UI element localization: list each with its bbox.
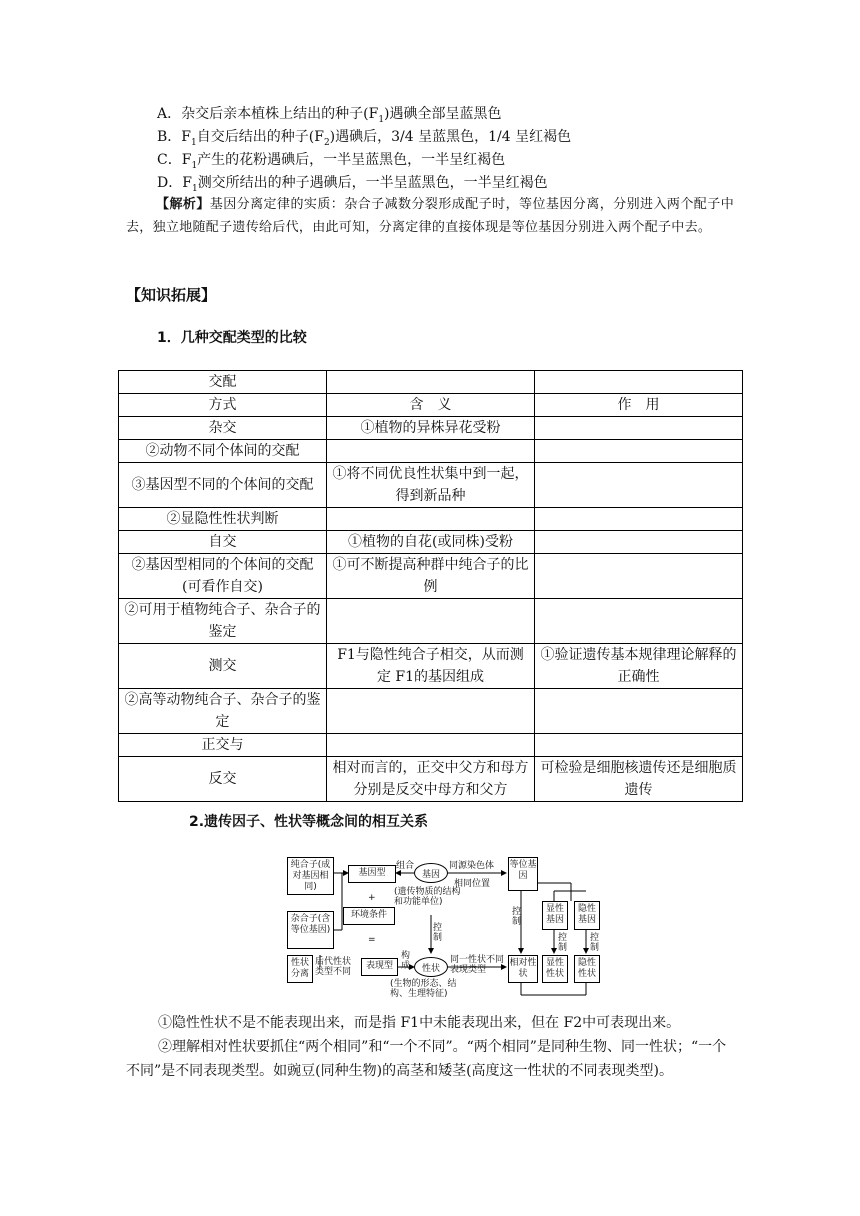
gene-definition-note: (遗传物质的结构和功能单位) bbox=[394, 887, 461, 907]
heterozygote-box: 杂合子(含等位基因) bbox=[287, 911, 334, 949]
table-cell bbox=[535, 554, 743, 599]
homozygote-box: 纯合子(成对基因相同) bbox=[287, 857, 334, 895]
table-cell: ③基因型不同的个体间的交配 bbox=[119, 463, 327, 508]
table-row bbox=[119, 644, 743, 689]
table-cell bbox=[535, 734, 743, 757]
table-cell: 反交 bbox=[119, 757, 327, 802]
table-cell: ②高等动物纯合子、杂合子的鉴定 bbox=[119, 689, 327, 734]
genotype-box: 基因型 bbox=[348, 865, 396, 883]
mating-comparison-table bbox=[118, 370, 743, 802]
relative-trait-box: 相对性状 bbox=[508, 955, 538, 983]
table-cell bbox=[327, 440, 535, 463]
table-cell: ②动物不同个体间的交配 bbox=[119, 440, 327, 463]
recessive-gene-box: 隐性基因 bbox=[574, 901, 600, 930]
constitute-label: 构成 bbox=[401, 951, 411, 971]
same-chromosome-label: 同源染色体 bbox=[449, 861, 495, 871]
table-row bbox=[119, 531, 743, 554]
dominant-gene-box: 显性基因 bbox=[542, 901, 568, 930]
table-cell bbox=[535, 440, 743, 463]
control-label-center: 控制 bbox=[433, 923, 443, 943]
table-cell: 相对而言的，正交中父方和母方分别是反交中母方和父方 bbox=[327, 757, 535, 802]
table-row bbox=[119, 734, 743, 757]
table-cell bbox=[535, 599, 743, 644]
control-label-allele: 控制 bbox=[512, 907, 522, 927]
table-cell bbox=[535, 371, 743, 394]
option-d: D．$F_1$测交所结出的种子遇碘后，一半呈蓝黑色，一半呈红褐色 bbox=[157, 175, 548, 194]
table-cell bbox=[327, 508, 535, 531]
analysis-paragraph: 【解析】基因分离定律的实质：杂合子减数分裂形成配子时，等位基因分离，分别进入两个配子中去，独立地随配子遗传给后代，由此可知，分离定律的直接体现是等位基因分别进入两个配子中去。 bbox=[126, 197, 734, 235]
same-trait-label: 同一性状不同表现类型 bbox=[450, 955, 505, 975]
table-row bbox=[119, 440, 743, 463]
table-row bbox=[119, 371, 743, 394]
table-cell: 可检验是细胞核遗传还是细胞质遗传 bbox=[535, 757, 743, 802]
table-cell bbox=[535, 417, 743, 440]
table-cell: 交配 bbox=[119, 371, 327, 394]
table-cell: ①将不同优良性状集中到一起，得到新品种 bbox=[327, 463, 535, 508]
section-title: 【知识拓展】 bbox=[126, 286, 217, 304]
trait-ellipse: 性状 bbox=[414, 957, 448, 977]
table-cell: 自交 bbox=[119, 531, 327, 554]
table-cell bbox=[327, 371, 535, 394]
concept-relation-diagram bbox=[286, 855, 606, 1007]
combine-label: 组合 bbox=[396, 861, 415, 871]
table-row bbox=[119, 757, 743, 802]
note-2: ②理解相对性状要抓住“两个相同”和“一个不同”。“两个相同”是同种生物、同一性状；“一个不同”是不同表现类型。如豌豆(同种生物)的高茎和矮茎(高度这一性状的不同表现类型)。 bbox=[126, 1039, 727, 1079]
table-cell: 正交与 bbox=[119, 734, 327, 757]
table-cell: ②可用于植物纯合子、杂合子的鉴定 bbox=[119, 599, 327, 644]
allele-box: 等位基因 bbox=[508, 857, 538, 891]
table-cell: 测交 bbox=[119, 644, 327, 689]
equals-sign: = bbox=[368, 935, 376, 945]
trait-segregation-box: 性状分离 bbox=[287, 955, 313, 983]
subheading-2: 2.遗传因子、性状等概念间的相互关系 bbox=[189, 814, 429, 830]
plus-sign: + bbox=[368, 893, 376, 903]
trait-definition-note: (生物的形态、结构、生理特征) bbox=[390, 979, 457, 999]
subheading-1: 1．几种交配类型的比较 bbox=[157, 330, 307, 346]
dominant-trait-box: 显性性状 bbox=[542, 955, 568, 983]
table-cell bbox=[327, 689, 535, 734]
option-c: C．$F_1$产生的花粉遇碘后，一半呈蓝黑色，一半呈红褐色 bbox=[157, 152, 506, 171]
table-cell: ①植物的异株异花受粉 bbox=[327, 417, 535, 440]
table-cell: F1与隐性纯合子相交，从而测定 F1的基因组成 bbox=[327, 644, 535, 689]
table-cell bbox=[535, 463, 743, 508]
table-cell bbox=[327, 734, 535, 757]
table-cell: 方式 bbox=[119, 394, 327, 417]
table-row bbox=[119, 508, 743, 531]
table-cell: ①验证遗传基本规律理论解释的正确性 bbox=[535, 644, 743, 689]
option-a: A．杂交后亲本植株上结出的种子$(F_1)$遇碘全部呈蓝黑色 bbox=[157, 106, 502, 125]
table-cell: 作 用 bbox=[535, 394, 743, 417]
table-row bbox=[119, 554, 743, 599]
table-row bbox=[119, 689, 743, 734]
note-1: ①隐性性状不是不能表现出来，而是指 F1中未能表现出来，但在 F2中可表现出来。 bbox=[158, 1015, 681, 1031]
table-row bbox=[119, 394, 743, 417]
table-cell: 含 义 bbox=[327, 394, 535, 417]
table-cell bbox=[535, 508, 743, 531]
option-b: B．$F_1$自交后结出的种子$(F_2)$遇碘后，3/4 呈蓝黑色，1/4 呈红褐色 bbox=[157, 129, 572, 148]
recessive-trait-box: 隐性性状 bbox=[574, 955, 600, 983]
table-cell: ①植物的自花(或同株)受粉 bbox=[327, 531, 535, 554]
control-label-dominant: 控制 bbox=[558, 933, 568, 953]
table-row bbox=[119, 463, 743, 508]
table-cell: ①可不断提高种群中纯合子的比例 bbox=[327, 554, 535, 599]
phenotype-box: 表现型 bbox=[361, 958, 398, 976]
table-cell: ②显隐性性状判断 bbox=[119, 508, 327, 531]
gene-ellipse: 基因 bbox=[414, 863, 448, 883]
table-row bbox=[119, 599, 743, 644]
environment-box: 环境条件 bbox=[343, 907, 395, 925]
table-cell bbox=[327, 599, 535, 644]
table-cell bbox=[535, 689, 743, 734]
table-cell bbox=[535, 531, 743, 554]
table-cell: 杂交 bbox=[119, 417, 327, 440]
table-row bbox=[119, 417, 743, 440]
table-cell: ②基因型相同的个体间的交配(可看作自交) bbox=[119, 554, 327, 599]
same-position-label: 相同位置 bbox=[454, 879, 491, 889]
control-label-recessive: 控制 bbox=[590, 933, 600, 953]
offspring-trait-label: 后代性状类型不同 bbox=[315, 957, 352, 977]
